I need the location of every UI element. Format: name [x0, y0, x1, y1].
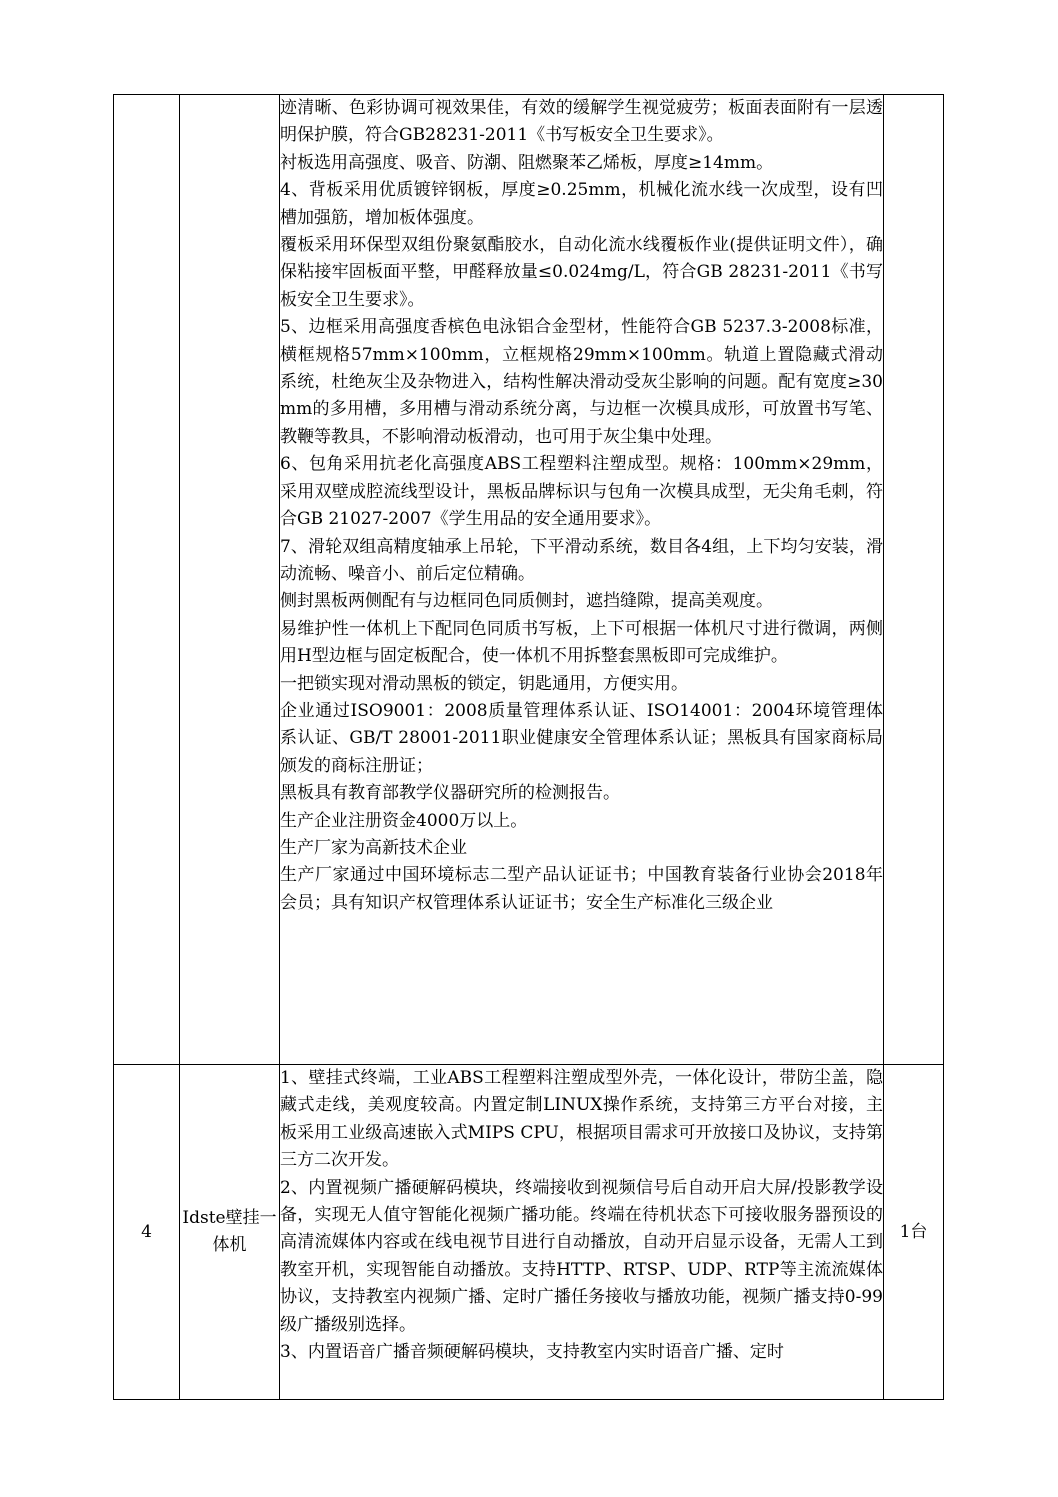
spec-paragraph: 黑板具有教育部教学仪器研究所的检测报告。	[280, 783, 620, 804]
spec-paragraph: 衬板选用高强度、吸音、防潮、阻燃聚苯乙烯板，厚度≥14mm。	[280, 152, 774, 173]
spec-paragraph: 1、壁挂式终端，工业ABS工程塑料注塑成型外壳，一体化设计，带防尘盖，隐藏式走线，美观度较高。内置定制LINUX操作系统，支持第三方平台对接，主板采用工业级高速嵌入式MIPS CPU，根据项目需求可开放接口及协议，支持第三方二次开发。	[280, 1068, 883, 1171]
spec-paragraph: 生产企业注册资金4000万以上。	[280, 810, 528, 831]
spec-paragraph: 侧封黑板两侧配有与边框同色同质侧封，遮挡缝隙，提高美观度。	[280, 591, 773, 612]
quantity-cell: 1台	[884, 1065, 944, 1400]
item-number-cell	[114, 95, 180, 1065]
spec-paragraph: 4、背板采用优质镀锌钢板，厚度≥0.25mm，机械化流水线一次成型，设有凹槽加强筋，增加板体强度。	[280, 180, 883, 228]
spec-paragraph: 6、包角采用抗老化高强度ABS工程塑料注塑成型。规格：100mm×29mm，采用双壁成腔流线型设计，黑板品牌标识与包角一次模具成型，无尖角毛刺，符合GB 21027-2007《学生用品的安全通用要求》。	[280, 454, 883, 530]
table-row	[114, 1065, 944, 1400]
spec-paragraph: 2、内置视频广播硬解码模块，终端接收到视频信号后自动开启大屏/投影教学设备，实现无人值守智能化视频广播功能。终端在待机状态下可接收服务器预设的高清流媒体内容或在线电视节目进行自动播放，自动开启显示设备，无需人工到教室开机，实现智能自动播放。支持HTTP、RTSP、UDP、RTP等主流流媒体协议，支持教室内视频广播、定时广播任务接收与播放功能，视频广播支持0-99级广播级别选择。	[280, 1177, 883, 1335]
spec-paragraph: 覆板采用环保型双组份聚氨酯胶水，自动化流水线覆板作业(提供证明文件），确保粘接牢固板面平整，甲醛释放量≤0.024mg/L，符合GB 28231-2011《书写板安全卫生要求》。	[280, 235, 883, 310]
quantity-cell	[884, 95, 944, 1065]
spec-paragraph: 企业通过ISO9001：2008质量管理体系认证、ISO14001：2004环境管理体系认证、GB/T 28001-2011职业健康安全管理体系认证；黑板具有国家商标局颁发的商标注册证；	[280, 700, 883, 776]
spec-description-cell	[280, 1065, 884, 1400]
item-name-cell	[180, 95, 280, 1065]
spec-paragraph: 3、内置语音广播音频硬解码模块，支持教室内实时语音广播、定时	[280, 1342, 784, 1363]
spec-paragraph: 易维护性一体机上下配同色同质书写板，上下可根据一体机尺寸进行微调，两侧用H型边框与固定板配合，使一体机不用拆整套黑板即可完成维护。	[280, 618, 883, 667]
spec-paragraph: 生产厂家通过中国环境标志二型产品认证证书；中国教育装备行业协会2018年会员；具有知识产权管理体系认证证书；安全生产标准化三级企业	[280, 865, 883, 913]
spec-paragraph: 7、滑轮双组高精度轴承上吊轮，下平滑动系统，数目各4组，上下均匀安装，滑动流畅、噪音小、前后定位精确。	[280, 536, 883, 584]
table-row	[114, 95, 944, 1065]
spec-paragraph: 5、边框采用高强度香槟色电泳铝合金型材，性能符合GB 5237.3-2008标准，横框规格57mm×100mm，立框规格29mm×100mm。轨道上置隐藏式滑动系统，杜绝灰尘及杂物进入，结构性解决滑动受灰尘影响的问题。配有宽度≥30mm的多用槽，多用槽与滑动系统分离，与边框一次模具成形，可放置书写笔、教鞭等教具，不影响滑动板滑动，也可用于灰尘集中处理。	[280, 317, 883, 447]
equipment-spec-table	[113, 94, 944, 1400]
spec-paragraph: 一把锁实现对滑动黑板的锁定，钥匙通用，方便实用。	[280, 673, 688, 694]
spec-paragraph: 迹清晰、色彩协调可视效果佳，有效的缓解学生视觉疲劳；板面表面附有一层透明保护膜，符合GB28231-2011《书写板安全卫生要求》。	[280, 98, 883, 146]
spec-paragraph: 生产厂家为高新技术企业	[280, 837, 467, 858]
item-name-cell: Idste壁挂一体机	[180, 1065, 280, 1400]
item-number-cell: 4	[114, 1065, 180, 1400]
spec-description-cell	[280, 95, 884, 1065]
